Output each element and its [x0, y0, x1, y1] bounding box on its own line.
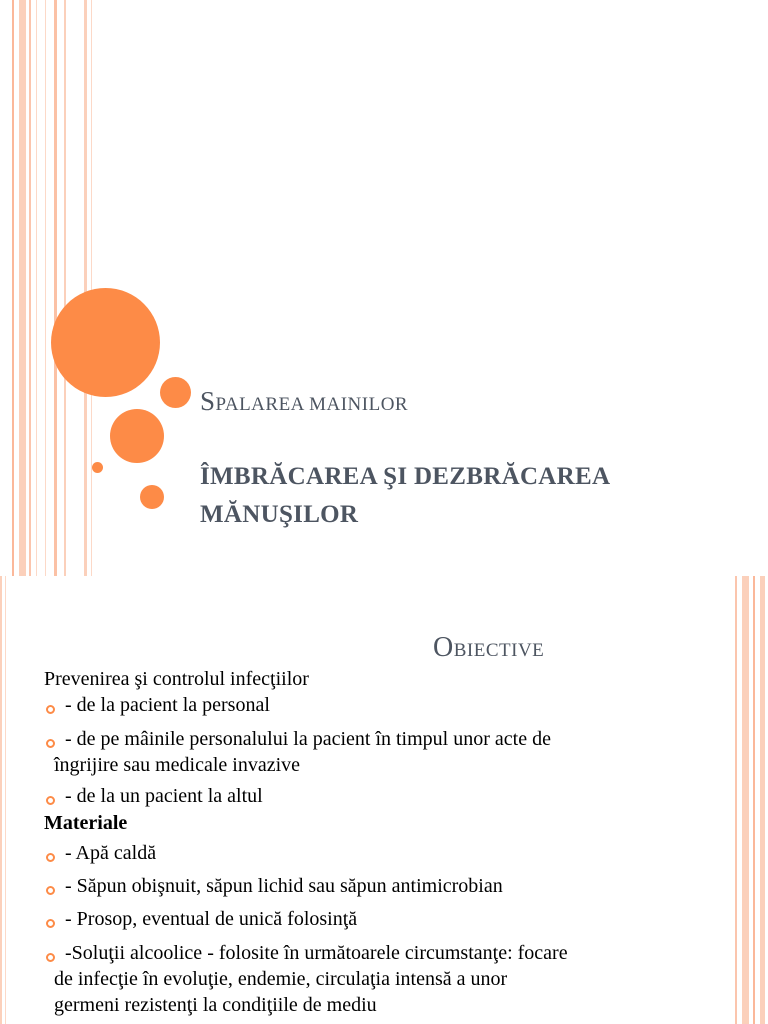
decor-stripe — [54, 0, 57, 576]
decor-circle-medium — [110, 409, 164, 463]
bullet-circle-icon — [46, 919, 55, 928]
decor-stripe — [29, 0, 31, 576]
decor-circle-tiny — [92, 462, 103, 473]
bullet-circle-icon — [46, 853, 55, 862]
subtitle-line: MĂNUŞILOR — [200, 501, 359, 528]
decor-circle-small — [160, 377, 191, 408]
slide-subtitle — [200, 458, 610, 534]
decor-stripe — [5, 576, 6, 1024]
subtitle-line: ÎMBRĂCAREA ŞI DEZBRĂCAREA — [200, 463, 611, 490]
decor-stripe — [91, 0, 92, 576]
decor-circle-small — [140, 485, 164, 509]
decor-stripe — [0, 576, 2, 1024]
decor-stripe — [84, 0, 87, 576]
bullet-circle-icon — [46, 953, 55, 962]
decor-stripe — [19, 0, 26, 576]
decor-stripe — [753, 576, 755, 1024]
decor-stripe — [760, 576, 765, 1024]
decor-circle-large — [51, 288, 160, 397]
decor-stripe — [742, 576, 749, 1024]
decor-stripe — [735, 576, 737, 1024]
intro-text: Prevenirea şi controlul infecţiilor — [44, 668, 309, 690]
decor-stripe — [36, 0, 37, 576]
decor-stripe — [12, 0, 14, 576]
bullet-circle-icon — [46, 796, 55, 805]
decor-stripe — [45, 0, 46, 576]
bullet-circle-icon — [46, 705, 55, 714]
slide-title: SPALAREA MAINILOR — [200, 386, 409, 416]
bullet-circle-icon — [46, 886, 55, 895]
content-slide: OBIECTIVE Prevenirea şi controlul infecţiilor - de la pacient la personal - de pe mâinile personalului la pacient în timpul unor acte de îngrijire sau medicale invazive - de la un pacient la altul Materiale - Apă caldă - Săpun obişnuit, săpun lichid sau săpun antimicrobian - Prosop, eventual de unică folosinţă -Soluţii alcoolice - folosite în următoarele circumstanţe: focare de infecţie în evoluţie, endemie, circulaţia intensă a unor germeni rezistenţi la condiţiile de mediu — [0, 576, 768, 1024]
bullet-circle-icon — [46, 739, 55, 748]
slide-heading: OBIECTIVE — [433, 632, 545, 663]
decor-stripe — [64, 0, 66, 576]
materials-heading: Materiale — [44, 812, 128, 834]
